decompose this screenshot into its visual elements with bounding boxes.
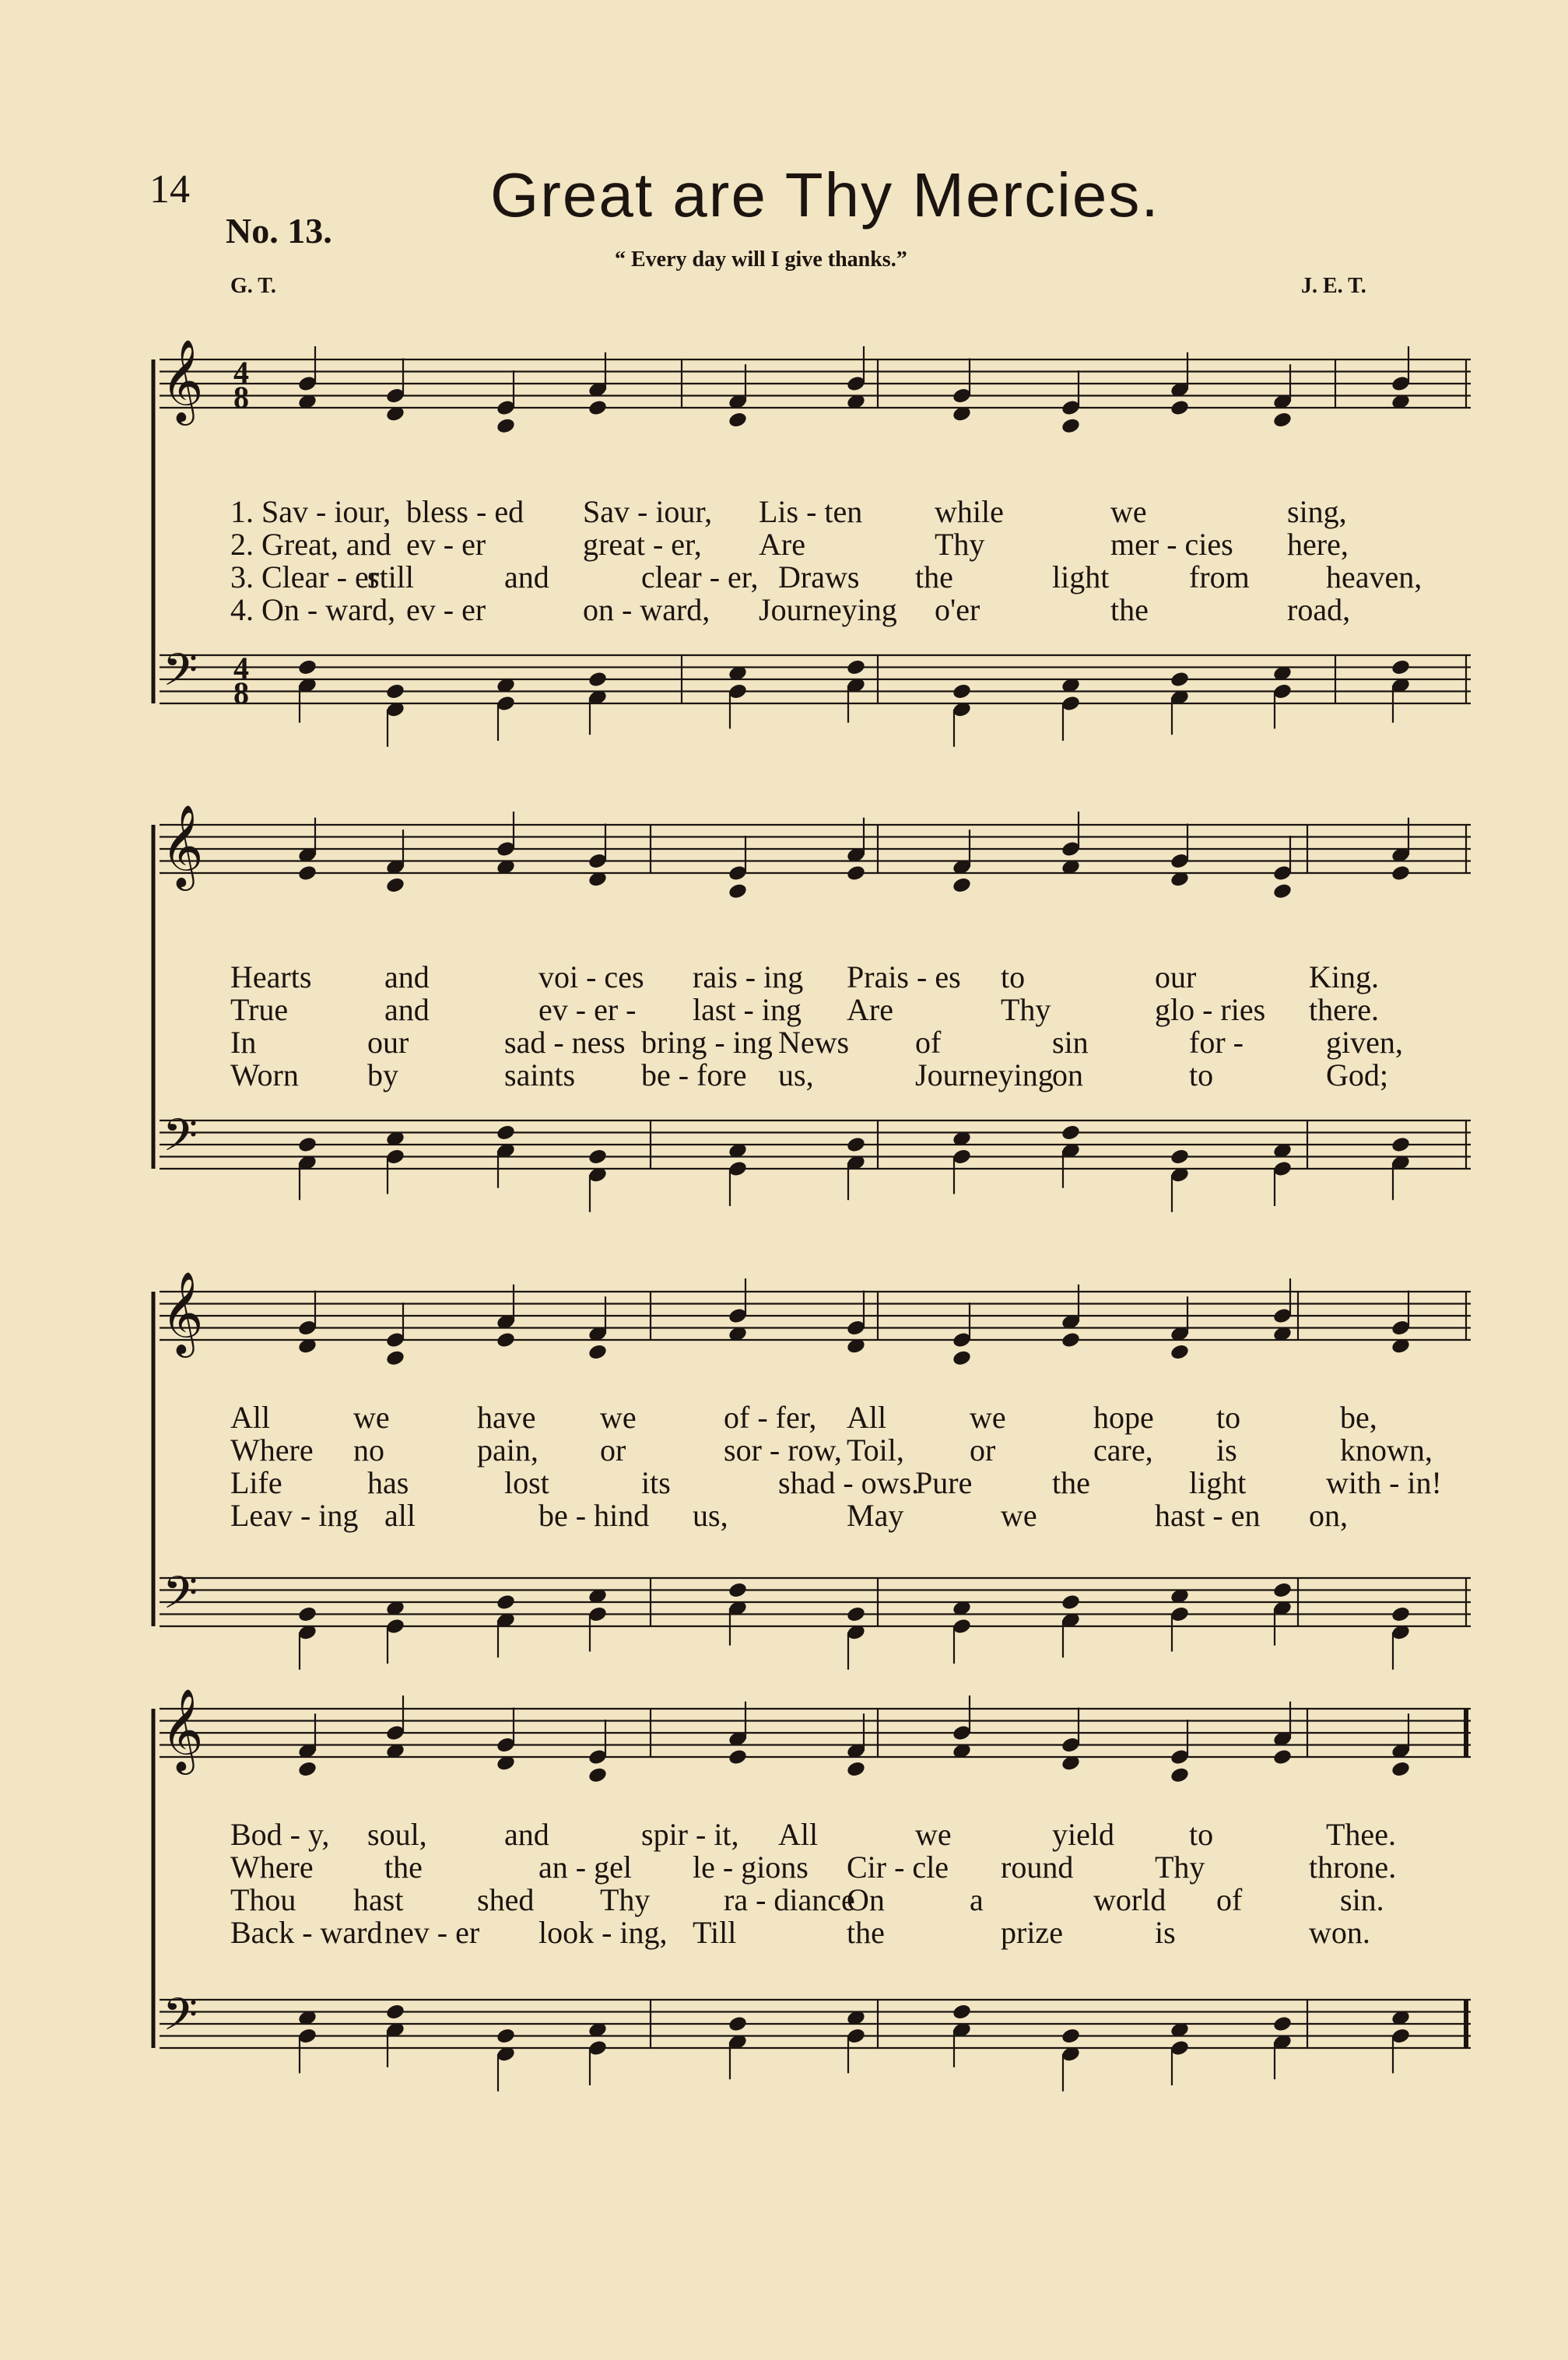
bass-note-head [496,1124,516,1141]
lyric-word: of [915,1025,942,1060]
treble-note-head [1170,1343,1190,1361]
lyric-word: prize [1001,1915,1063,1950]
bass-clef-icon: 𝄢 [163,1566,198,1630]
lyric-word: ra - diance [724,1882,855,1917]
bass-note-head [1170,1148,1190,1166]
lyric-word: is [1216,1432,1237,1468]
lyric-word: us, [778,1057,814,1092]
treble-clef-icon: 𝄞 [161,1688,204,1771]
lyric-word: there. [1309,992,1379,1027]
treble-note-head [728,882,748,900]
treble-note-head [846,864,866,882]
lyric-word: and [384,959,430,994]
treble-note-head [1061,1331,1081,1348]
lyric-word: the [1110,592,1149,627]
lyric-word: 4. On - ward, [230,592,396,627]
lyric-word: Life [230,1465,282,1500]
lyric-word: given, [1326,1025,1403,1060]
hymn-title: Great are Thy Mercies. [490,160,1160,230]
lyric-word: last - ing [693,992,802,1027]
lyric-word: on - ward, [583,592,710,627]
treble-note-head [588,1766,608,1784]
lyric-word: King. [1309,959,1379,994]
bass-note-head [496,2027,516,2045]
lyric-word: Where [230,1850,314,1885]
bass-note-head [1272,2015,1293,2032]
lyric-word: no [353,1432,384,1468]
treble-note-head [1272,1748,1293,1766]
bass-note-head [728,2015,748,2032]
treble-note-head [385,1349,405,1367]
lyric-word: for - [1189,1025,1244,1060]
lyric-word: here, [1287,527,1349,562]
bass-note-head [1061,1124,1081,1141]
treble-note-head [952,876,972,894]
lyric-word: yield [1052,1817,1114,1852]
lyric-word: throne. [1309,1850,1397,1885]
lyric-word: its [641,1465,671,1500]
bass-clef-icon: 𝄢 [163,1988,198,2052]
treble-note-head [1061,417,1081,435]
lyric-word: God; [1326,1057,1388,1092]
treble-note-head [496,417,516,435]
hymn-number: No. 13. [226,211,332,251]
bass-time-sig-lower: 8 [233,675,249,710]
lyric-word: voi - ces [538,959,644,994]
treble-note-head [588,398,608,416]
lyric-word: bless - ed [406,494,524,529]
lyric-word: Pure [915,1465,973,1500]
lyric-word: be - hind [538,1498,650,1533]
treble-note-head [297,1760,317,1778]
lyric-word: News [778,1025,850,1060]
bass-time-sig-upper: 4 [233,650,249,686]
lyric-word: a [970,1882,984,1917]
lyric-word: we [915,1817,952,1852]
bass-note-head [385,682,405,700]
bass-note-head [1061,2027,1081,2045]
lyric-word: Lis - ten [759,494,863,529]
treble-note-head [1272,882,1293,900]
treble-note-head [1391,864,1411,882]
lyric-word: to [1001,959,1026,994]
lyric-word: Thou [230,1882,296,1917]
lyric-word: the [1052,1465,1090,1500]
treble-clef-icon: 𝄞 [161,804,204,887]
lyric-word: o'er [935,592,980,627]
lyric-word: be, [1340,1400,1377,1435]
treble-note-head [1272,411,1293,429]
treble-note-head [728,1748,748,1766]
lyric-word: world [1093,1882,1166,1917]
lyric-word: we [353,1400,390,1435]
lyric-word: or [970,1432,996,1468]
lyric-word: we [600,1400,637,1435]
bass-note-head [297,1605,317,1623]
lyric-word: saints [504,1057,576,1092]
lyric-word: of [1216,1882,1243,1917]
lyric-word: On [847,1882,885,1917]
lyric-word: hast [353,1882,404,1917]
lyric-word: has [367,1465,409,1500]
bass-note-head [728,1581,748,1599]
lyric-word: soul, [367,1817,427,1852]
bass-note-head [952,682,972,700]
lyric-word: ev - er - [538,992,637,1027]
lyric-word: Worn [230,1057,299,1092]
lyric-word: we [1110,494,1147,529]
lyric-word: great - er, [583,527,702,562]
lyric-word: sad - ness [504,1025,626,1060]
treble-note-head [1391,1760,1411,1778]
bass-note-head [297,658,317,676]
lyric-word: the [847,1915,885,1950]
lyric-word: spir - it, [641,1817,739,1852]
lyric-word: an - gel [538,1850,632,1885]
lyric-word: have [477,1400,536,1435]
lyric-word: light [1189,1465,1247,1500]
lyric-word: Back - ward [230,1915,383,1950]
lyric-word: hope [1093,1400,1154,1435]
lyric-word: Sav - iour, [583,494,713,529]
lyric-word: care, [1093,1432,1153,1468]
bass-clef-icon: 𝄢 [163,1109,198,1173]
lyric-word: Where [230,1432,314,1468]
bass-note-head [588,1148,608,1166]
lyric-word: all [384,1498,416,1533]
lyric-word: Toil, [847,1432,904,1468]
lyric-word: we [970,1400,1006,1435]
treble-note-head [952,1349,972,1367]
treble-clef-icon: 𝄞 [161,1271,204,1354]
bass-note-head [1170,670,1190,688]
lyric-word: the [384,1850,423,1885]
treble-time-sig-lower: 8 [233,380,249,415]
lyric-word: of - fer, [724,1400,817,1435]
lyric-word: ev - er [406,592,486,627]
lyric-word: rais - ing [693,959,804,994]
page-number: 14 [149,167,190,212]
treble-note-head [1170,1766,1190,1784]
lyric-word: All [230,1400,271,1435]
lyric-word: Till [693,1915,737,1950]
lyric-word: All [778,1817,819,1852]
lyric-word: with - in! [1326,1465,1442,1500]
treble-note-head [297,864,317,882]
lyric-word: Are [759,527,805,562]
lyric-word: 1. Sav - iour, [230,494,391,529]
lyric-word: be - fore [641,1057,747,1092]
bass-note-head [952,2003,972,2021]
lyric-word: to [1189,1057,1214,1092]
lyric-word: the [915,559,953,594]
bass-note-head [846,1605,866,1623]
treble-note-head [496,1331,516,1348]
epigraph: “ Every day will I give thanks.” [615,247,907,272]
lyric-word: Thy [1001,992,1051,1027]
lyric-word: 3. Clear - er [230,559,380,594]
lyric-word: sin [1052,1025,1089,1060]
words-credit: G. T. [230,274,276,298]
lyric-word: Journeying [915,1057,1054,1092]
treble-clef-icon: 𝄞 [161,338,204,422]
lyric-word: round [1001,1850,1074,1885]
bass-note-head [385,2003,405,2021]
lyric-word: and [384,992,430,1027]
lyric-word: known, [1340,1432,1433,1468]
lyric-word: is [1155,1915,1176,1950]
lyric-word: May [847,1498,904,1533]
lyric-word: we [1001,1498,1037,1533]
lyric-word: by [367,1057,398,1092]
lyric-word: from [1189,559,1250,594]
lyric-word: our [1155,959,1197,994]
lyric-word: 2. Great, and [230,527,391,562]
lyric-word: sor - row, [724,1432,842,1468]
bass-note-head [1391,1135,1411,1153]
lyric-word: and [504,559,549,594]
lyric-word: shed [477,1882,535,1917]
treble-note-head [588,1343,608,1361]
lyric-word: pain, [477,1432,538,1468]
bass-note-head [1061,1593,1081,1611]
lyric-word: glo - ries [1155,992,1266,1027]
bass-clef-icon: 𝄢 [163,643,198,707]
lyric-word: le - gions [693,1850,809,1885]
lyric-word: Cir - cle [847,1850,949,1885]
lyric-word: sin. [1340,1882,1384,1917]
lyric-word: and [504,1817,549,1852]
lyric-word: Prais - es [847,959,961,994]
treble-time-sig-upper: 4 [233,355,249,390]
lyric-word: True [230,992,289,1027]
lyric-word: to [1216,1400,1241,1435]
lyric-word: Bod - y, [230,1817,330,1852]
bass-note-head [297,1135,317,1153]
lyric-word: hast - en [1155,1498,1261,1533]
lyric-word: won. [1309,1915,1370,1950]
lyric-word: to [1189,1817,1214,1852]
treble-note-head [385,876,405,894]
lyric-word: sing, [1287,494,1347,529]
lyric-word: or [600,1432,626,1468]
lyric-word: ev - er [406,527,486,562]
bass-note-head [1272,1581,1293,1599]
lyric-word: Leav - ing [230,1498,359,1533]
lyric-word: nev - er [384,1915,480,1950]
lyric-word: while [935,494,1004,529]
treble-note-head [1170,398,1190,416]
lyric-word: clear - er, [641,559,759,594]
lyric-word: on [1052,1057,1083,1092]
music-credit: J. E. T. [1301,274,1366,298]
lyric-word: on, [1309,1498,1348,1533]
lyric-word: Hearts [230,959,312,994]
lyric-word: us, [693,1498,728,1533]
lyric-word: our [367,1025,409,1060]
treble-note-head [846,1760,866,1778]
bass-note-head [496,1593,516,1611]
lyric-word: Thy [600,1882,651,1917]
lyric-word: Are [847,992,893,1027]
treble-note-head [728,411,748,429]
lyric-word: Thy [1155,1850,1205,1885]
bass-note-head [588,670,608,688]
lyric-word: look - ing, [538,1915,668,1950]
lyric-word: Draws [778,559,860,594]
bass-note-head [846,658,866,676]
lyric-word: still [367,559,415,594]
lyric-word: Journeying [759,592,897,627]
lyric-word: All [847,1400,887,1435]
lyric-word: In [230,1025,257,1060]
lyric-word: mer - cies [1110,527,1233,562]
lyric-word: Thee. [1326,1817,1396,1852]
lyric-word: bring - ing [641,1025,773,1060]
lyric-word: light [1052,559,1110,594]
lyric-word: Thy [935,527,985,562]
bass-note-head [1391,658,1411,676]
bass-note-head [846,1135,866,1153]
lyric-word: shad - ows. [778,1465,920,1500]
lyric-word: lost [504,1465,549,1500]
lyric-word: road, [1287,592,1351,627]
bass-note-head [1391,1605,1411,1623]
lyric-word: heaven, [1326,559,1422,594]
